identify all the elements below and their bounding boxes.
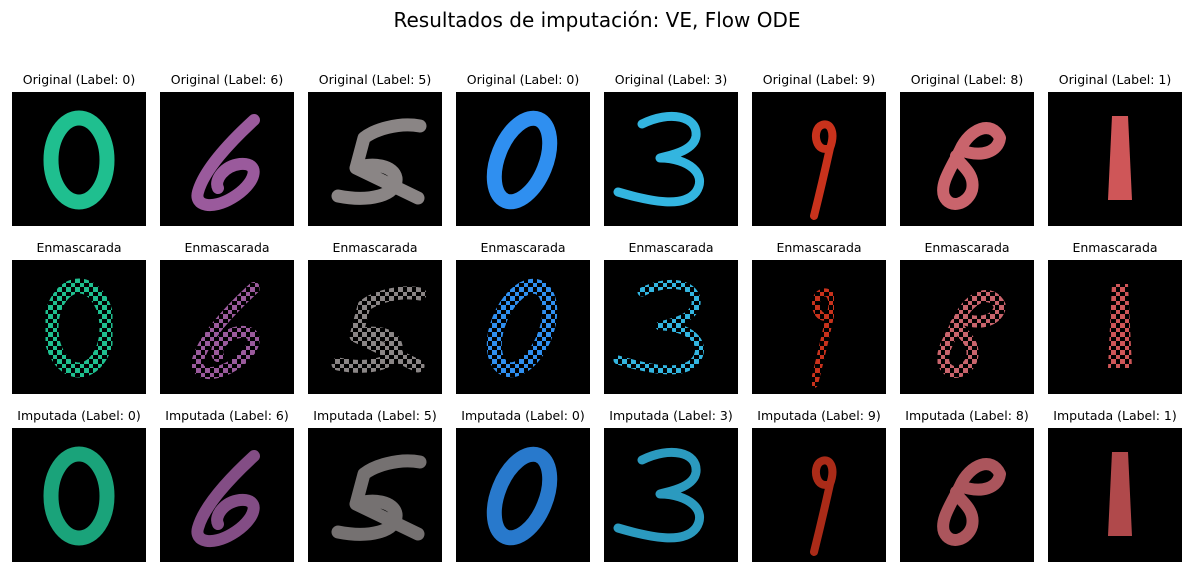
digit-8-glyph — [900, 260, 1034, 394]
masked-image-3 — [308, 260, 442, 394]
original-caption-4: Original (Label: 0) — [466, 72, 580, 87]
imputed-image-4 — [456, 428, 590, 562]
imputed-image-6 — [752, 428, 886, 562]
original-caption-1: Original (Label: 0) — [22, 72, 136, 87]
digit-6-glyph — [160, 260, 294, 394]
imputed-caption-1: Imputada (Label: 0) — [17, 408, 141, 423]
digit-0-glyph — [12, 428, 146, 562]
imputed-image-7 — [900, 428, 1034, 562]
masked-caption-1: Enmascarada — [36, 240, 122, 255]
digit-0-glyph — [456, 260, 590, 394]
masked-caption-7: Enmascarada — [924, 240, 1010, 255]
original-caption-6: Original (Label: 9) — [762, 72, 876, 87]
digit-9-glyph — [752, 260, 886, 394]
original-caption-8: Original (Label: 1) — [1058, 72, 1172, 87]
masked-image-4 — [456, 260, 590, 394]
original-caption-5: Original (Label: 3) — [614, 72, 728, 87]
imputed-caption-4: Imputada (Label: 0) — [461, 408, 585, 423]
masked-caption-3: Enmascarada — [332, 240, 418, 255]
original-image-1 — [12, 92, 146, 226]
digit-3-glyph — [604, 92, 738, 226]
masked-image-1 — [12, 260, 146, 394]
digit-5-glyph — [308, 92, 442, 226]
digit-1-glyph — [1048, 92, 1182, 226]
original-image-8 — [1048, 92, 1182, 226]
digit-6-glyph — [160, 92, 294, 226]
digit-6-glyph — [160, 428, 294, 562]
original-image-7 — [900, 92, 1034, 226]
imputed-caption-8: Imputada (Label: 1) — [1053, 408, 1177, 423]
digit-1-glyph — [1048, 260, 1182, 394]
imputed-image-2 — [160, 428, 294, 562]
imputed-image-5 — [604, 428, 738, 562]
digit-0-glyph — [456, 92, 590, 226]
masked-image-8 — [1048, 260, 1182, 394]
digit-8-glyph — [900, 428, 1034, 562]
masked-image-2 — [160, 260, 294, 394]
masked-image-6 — [752, 260, 886, 394]
masked-caption-5: Enmascarada — [628, 240, 714, 255]
imputed-image-3 — [308, 428, 442, 562]
digit-3-glyph — [604, 260, 738, 394]
digit-5-glyph — [308, 260, 442, 394]
original-caption-7: Original (Label: 8) — [910, 72, 1024, 87]
imputed-caption-6: Imputada (Label: 9) — [757, 408, 881, 423]
original-caption-2: Original (Label: 6) — [170, 72, 284, 87]
imputed-caption-3: Imputada (Label: 5) — [313, 408, 437, 423]
imputed-caption-5: Imputada (Label: 3) — [609, 408, 733, 423]
imputed-image-8 — [1048, 428, 1182, 562]
masked-caption-2: Enmascarada — [184, 240, 270, 255]
digit-3-glyph — [604, 428, 738, 562]
figure-title: Resultados de imputación: VE, Flow ODE — [393, 8, 801, 32]
digit-8-glyph — [900, 92, 1034, 226]
digit-9-glyph — [752, 92, 886, 226]
masked-image-5 — [604, 260, 738, 394]
imputed-caption-2: Imputada (Label: 6) — [165, 408, 289, 423]
digit-0-glyph — [12, 260, 146, 394]
original-image-6 — [752, 92, 886, 226]
digit-9-glyph — [752, 428, 886, 562]
masked-caption-8: Enmascarada — [1072, 240, 1158, 255]
original-image-5 — [604, 92, 738, 226]
original-image-3 — [308, 92, 442, 226]
original-image-2 — [160, 92, 294, 226]
masked-caption-4: Enmascarada — [480, 240, 566, 255]
imputed-image-1 — [12, 428, 146, 562]
masked-caption-6: Enmascarada — [776, 240, 862, 255]
imputed-caption-7: Imputada (Label: 8) — [905, 408, 1029, 423]
original-image-4 — [456, 92, 590, 226]
digit-1-glyph — [1048, 428, 1182, 562]
digit-0-glyph — [456, 428, 590, 562]
masked-image-7 — [900, 260, 1034, 394]
digit-5-glyph — [308, 428, 442, 562]
original-caption-3: Original (Label: 5) — [318, 72, 432, 87]
digit-0-glyph — [12, 92, 146, 226]
